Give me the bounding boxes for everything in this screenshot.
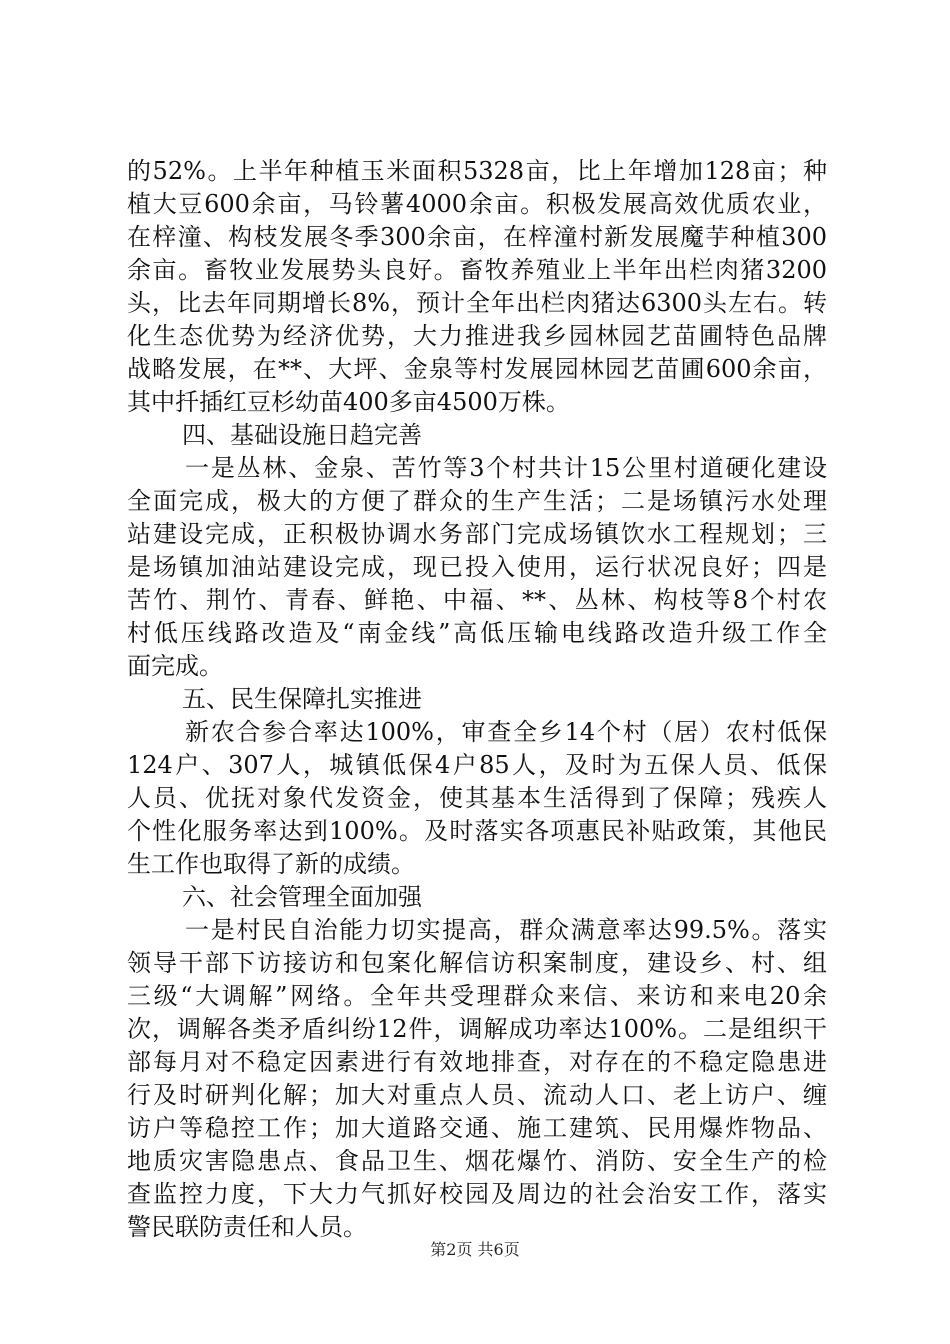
body-line: 余亩。畜牧业发展势头良好。畜牧养殖业上半年出栏肉猪3200 xyxy=(127,256,827,284)
body-line: 头，比去年同期增长8%，预计全年出栏肉猪达6300头左右。转 xyxy=(127,289,827,317)
body-line: 领导干部下访接访和包案化解信访积案制度，建设乡、村、组 xyxy=(127,949,827,977)
body-line: 化生态优势为经济优势，大力推进我乡园林园艺苗圃特色品牌 xyxy=(127,322,827,350)
body-line: 个性化服务率达到100%。及时落实各项惠民补贴政策，其他民 xyxy=(127,817,827,845)
body-line: 的52%。上半年种植玉米面积5328亩，比上年增加128亩；种 xyxy=(127,157,827,185)
body-line: 次，调解各类矛盾纠纷12件，调解成功率达100%。二是组织干 xyxy=(127,1015,827,1043)
body-line: 在梓潼、构枝发展冬季300余亩，在梓潼村新发展魔芋种植300 xyxy=(127,223,827,251)
body-line: 警民联防责任和人员。 xyxy=(127,1213,367,1241)
body-line: 地质灾害隐患点、食品卫生、烟花爆竹、消防、安全生产的检 xyxy=(127,1147,827,1175)
body-line: 人员、优抚对象代发资金，使其基本生活得到了保障；残疾人 xyxy=(127,784,827,812)
body-line: 新农合参合率达100%，审查全乡14个村（居）农村低保 xyxy=(185,718,827,746)
body-line: 三级“大调解”网络。全年共受理群众来信、来访和来电20余 xyxy=(127,982,827,1010)
body-line: 面完成。 xyxy=(127,652,223,680)
body-line: 生工作也取得了新的成绩。 xyxy=(127,850,415,878)
document-body xyxy=(127,155,827,1244)
body-line: 行及时研判化解；加大对重点人员、流动人口、老上访户、缠 xyxy=(127,1081,827,1109)
section-heading-5: 五、民生保障扎实推进 xyxy=(182,685,422,713)
body-line: 其中扦插红豆杉幼苗400多亩4500万株。 xyxy=(127,388,570,416)
body-line: 站建设完成，正积极协调水务部门完成场镇饮水工程规划；三 xyxy=(127,520,827,548)
body-line: 查监控力度，下大力气抓好校园及周边的社会治安工作，落实 xyxy=(127,1180,827,1208)
section-heading-4: 四、基础设施日趋完善 xyxy=(182,421,422,449)
body-line: 访户等稳控工作；加大道路交通、施工建筑、民用爆炸物品、 xyxy=(127,1114,827,1142)
body-line: 苦竹、荆竹、青春、鲜艳、中福、**、丛林、构枝等8个村农 xyxy=(127,586,827,614)
body-line: 一是丛林、金泉、苦竹等3个村共计15公里村道硬化建设 xyxy=(185,454,827,482)
section-heading-6: 六、社会管理全面加强 xyxy=(182,883,422,911)
body-line: 全面完成，极大的方便了群众的生产生活；二是场镇污水处理 xyxy=(127,487,827,515)
body-line: 植大豆600余亩，马铃薯4000余亩。积极发展高效优质农业， xyxy=(127,190,827,218)
page-number-footer: 第2页 共6页 xyxy=(430,1240,520,1259)
body-line: 一是村民自治能力切实提高，群众满意率达99.5%。落实 xyxy=(185,916,827,944)
body-line: 124户、307人，城镇低保4户85人，及时为五保人员、低保 xyxy=(127,751,827,779)
body-line: 是场镇加油站建设完成，现已投入使用，运行状况良好；四是 xyxy=(127,553,827,581)
body-line: 村低压线路改造及“南金线”高低压输电线路改造升级工作全 xyxy=(127,619,827,647)
body-line: 部每月对不稳定因素进行有效地排查，对存在的不稳定隐患进 xyxy=(127,1048,827,1076)
body-line: 战略发展，在**、大坪、金泉等村发展园林园艺苗圃600余亩， xyxy=(127,355,827,383)
